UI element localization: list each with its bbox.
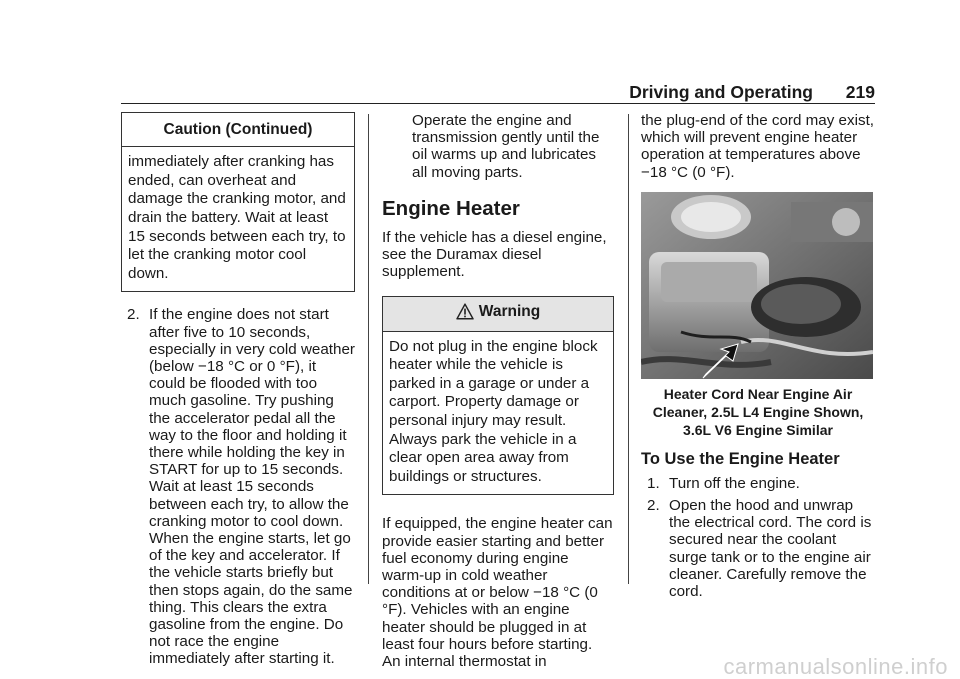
heater-step-2 — [641, 497, 875, 600]
column-3 — [641, 112, 875, 600]
engine-heater-paragraph: If equipped, the engine heater can provide easier starting and better fuel economy during engine warm-up in cold weather conditions at or below −18 °C (0 °F). Vehicles with an engine heater should be plugged in at least four hours before starting. An internal thermostat in — [382, 515, 613, 670]
photo-caption: Heater Cord Near Engine Air Cleaner, 2.5L L4 Engine Shown, 3.6L V6 Engine Similar — [652, 385, 864, 438]
caution-title: Caution (Continued) — [122, 113, 354, 147]
continued-step-text: Operate the engine and transmission gently until the oil warms up and lubricates all moving parts. — [412, 112, 600, 181]
column-divider-1 — [368, 114, 369, 584]
step-text: If the engine does not start after five to 10 seconds, especially in very cold weather (below −18 °C or 0 °F), it could be flooded with too much gasoline. Try pushing the accelerator pedal all the way to the floor and holding it there while holding the key in START for up to 15 seconds. Wait at least 15 seconds between each try, to allow the cranking motor to cool down. When the engine starts, let go of the key and accelerator. If the vehicle starts briefly but then stops again, do the same thing. This clears the extra gasoline from the engine. Do not race the engine immediately after starting it. — [149, 306, 355, 668]
step-number: 1. — [647, 474, 660, 492]
column-1 — [121, 112, 355, 668]
diesel-note: If the vehicle has a diesel engine, see the Duramax diesel supplement. — [382, 228, 607, 281]
step-number: 2. — [647, 497, 660, 515]
warning-box — [382, 296, 614, 495]
column-2 — [382, 112, 614, 670]
watermark: carmanualsonline.info — [723, 653, 948, 679]
start-step-2 — [121, 306, 355, 667]
engine-heater-heading: Engine Heater — [382, 196, 520, 220]
step-text: Turn off the engine. — [669, 474, 800, 492]
column-divider-2 — [628, 114, 629, 584]
warning-text: Do not plug in the engine block heater while the vehicle is parked in a garage or under a carport. Property damage or personal injury may result. Always park the vehicle in a clear open area away from buildings or structures. — [389, 337, 598, 485]
caution-text: immediately after cranking has ended, can overheat and damage the cranking motor, and drain the battery. Wait at least 15 seconds between each try, to let the cranking motor cool down. — [128, 153, 346, 282]
section-title: Driving and Operating — [629, 82, 813, 102]
continued-paragraph: the plug-end of the cord may exist, which will prevent engine heater operation at temperatures above −18 °C (0 °F). — [641, 112, 875, 181]
warning-icon — [456, 303, 474, 324]
page-header — [121, 84, 875, 104]
caution-box — [121, 112, 355, 292]
step-number: 2. — [127, 306, 140, 324]
warning-title: Warning — [478, 303, 541, 321]
heater-step-1 — [641, 475, 875, 492]
header-rule — [121, 103, 875, 104]
engine-bay-photo — [641, 192, 873, 379]
warning-header — [383, 297, 613, 331]
use-heater-heading: To Use the Engine Heater — [641, 449, 840, 468]
step-text: Open the hood and unwrap the electrical cord. The cord is secured near the coolant surge tank or to the engine air cleaner. Carefully remove the cord. — [669, 497, 872, 601]
page-number: 219 — [845, 82, 875, 102]
